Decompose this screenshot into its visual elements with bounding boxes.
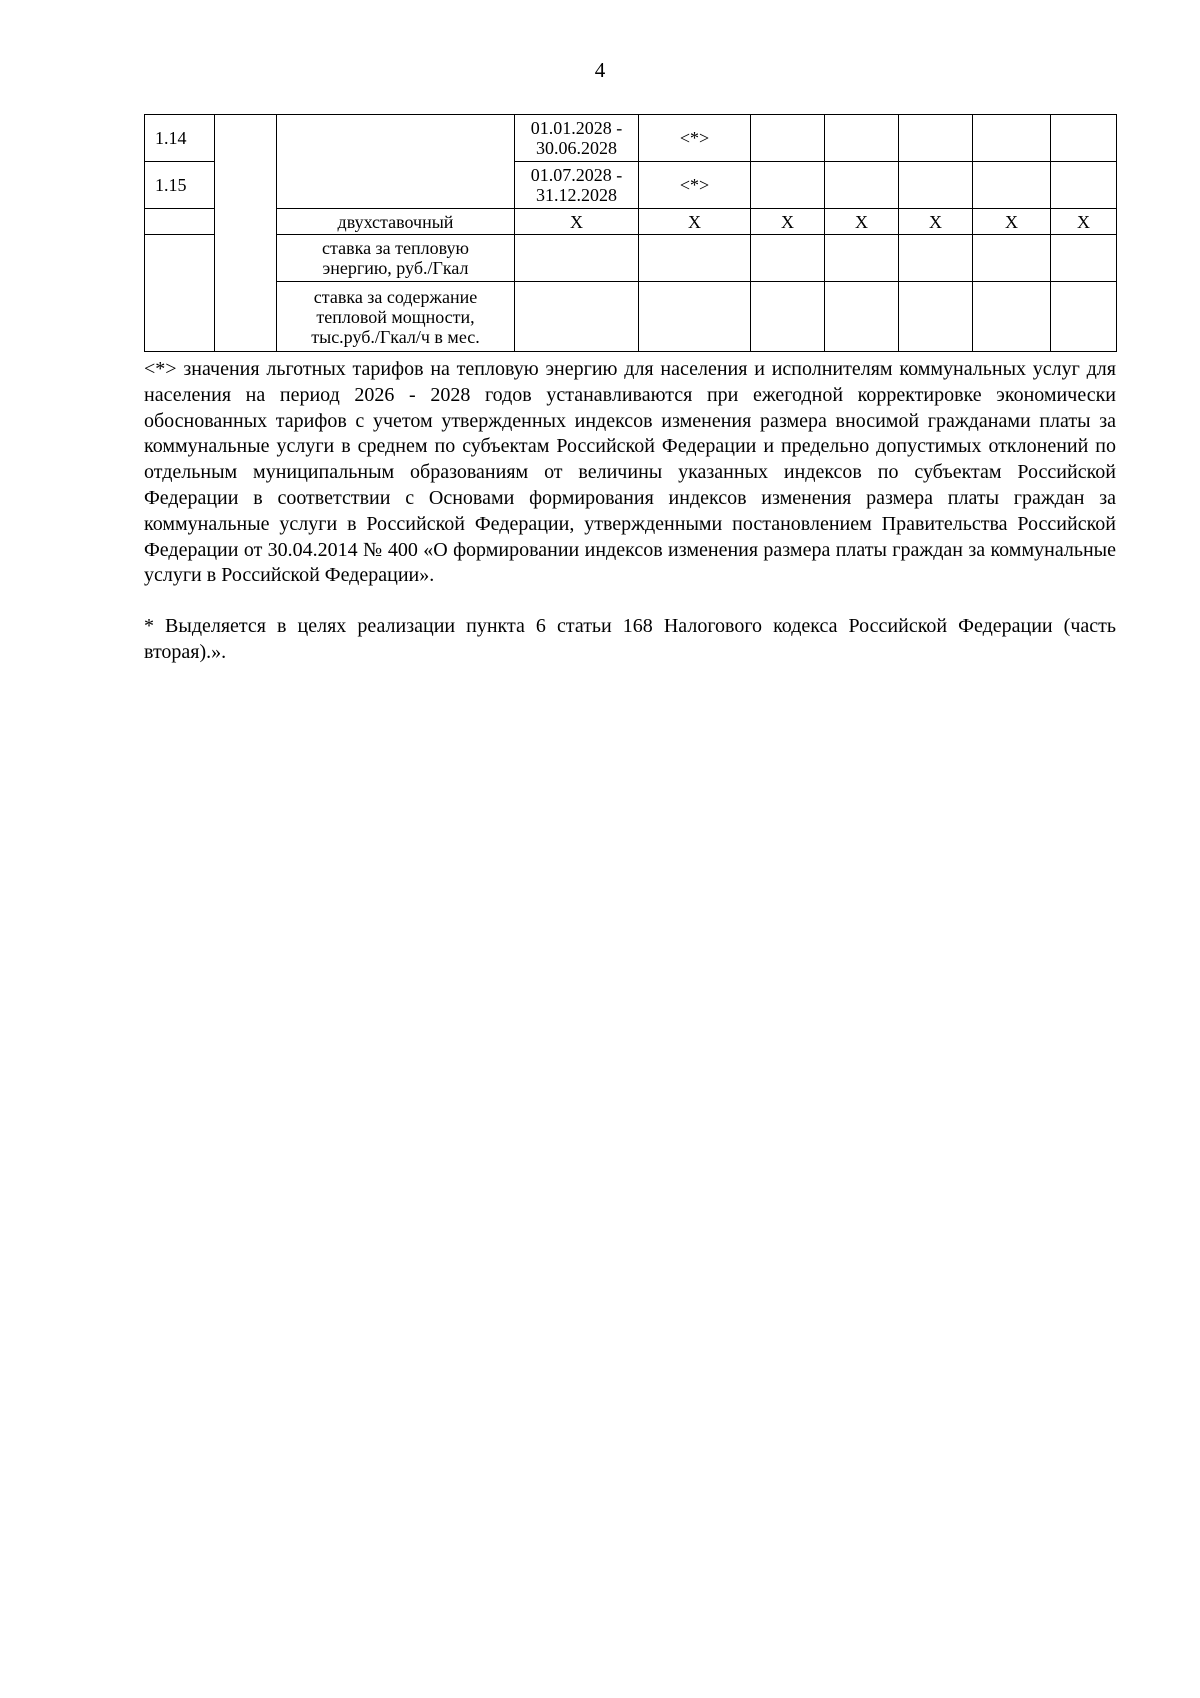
empty-cell [973,162,1051,209]
table-row [145,209,1117,235]
empty-cell [751,235,825,282]
mark-cell: X [639,209,751,235]
mark-cell: X [1051,209,1117,235]
empty-cell [825,235,899,282]
capacity-rate-label: ставка за содержание тепловой мощности, тыс.руб./Гкал/ч в мес. [277,282,515,352]
row-number: 1.15 [145,162,215,209]
empty-cell [899,115,973,162]
mark-cell: X [973,209,1051,235]
notes [144,357,1116,666]
empty-cell [1051,282,1117,352]
empty-cell [1051,235,1117,282]
period-cell: 01.01.2028 - 30.06.2028 [515,115,639,162]
row-number: 1.14 [145,115,215,162]
value-cell: <*> [639,162,751,209]
empty-cell [973,115,1051,162]
energy-rate-label: ставка за тепловую энергию, руб./Гкал [277,235,515,282]
empty-cell [639,235,751,282]
empty-cell [215,115,277,352]
empty-cell [639,282,751,352]
empty-cell [751,282,825,352]
empty-cell [825,282,899,352]
mark-cell: X [825,209,899,235]
empty-cell [145,235,215,352]
empty-cell [751,115,825,162]
empty-cell [751,162,825,209]
table-row [145,282,1117,352]
empty-cell [1051,115,1117,162]
page-number: 4 [594,58,606,82]
empty-cell [825,162,899,209]
tariff-table [144,114,1117,352]
table-row [145,115,1117,162]
empty-cell [973,235,1051,282]
empty-cell [145,209,215,235]
mark-cell: X [751,209,825,235]
empty-cell [515,235,639,282]
value-cell: <*> [639,115,751,162]
empty-cell [825,115,899,162]
footnote-text: <*> значения льготных тарифов на тепловую энергию для населения и исполнителям коммунальных услуг для населения на период 2026 - 2028 годов устанавливаются при ежегодной корректировке экономически обоснованных тарифов с учетом утвержденных индексов изменения размера вносимой гражданами платы за коммунальные услуги в среднем по субъектам Российской Федерации и предельно допустимых отклонений по отдельным муниципальным образованиям от величины указанных индексов по субъектам Российской Федерации в соответствии с Основами формирования индексов изменения размера платы граждан за коммунальные услуги в Российской Федерации, утвержденными постановлением Правительства Российской Федерации от 30.04.2014 № 400 «О формировании индексов изменения размера платы граждан за коммунальные услуги в Российской Федерации». [144,358,1116,587]
mark-cell: X [515,209,639,235]
empty-cell [899,235,973,282]
empty-cell [899,162,973,209]
period-cell: 01.07.2028 - 31.12.2028 [515,162,639,209]
spacer [144,589,1116,614]
empty-cell [899,282,973,352]
empty-cell [515,282,639,352]
table-row [145,235,1117,282]
asterisk-note: * Выделяется в целях реализации пункта 6 статьи 168 Налогового кодекса Российской Федерации (часть вторая).». [144,615,1116,663]
two-rate-label: двухставочный [277,209,515,235]
empty-cell [1051,162,1117,209]
empty-cell [973,282,1051,352]
empty-cell [277,115,515,209]
mark-cell: X [899,209,973,235]
